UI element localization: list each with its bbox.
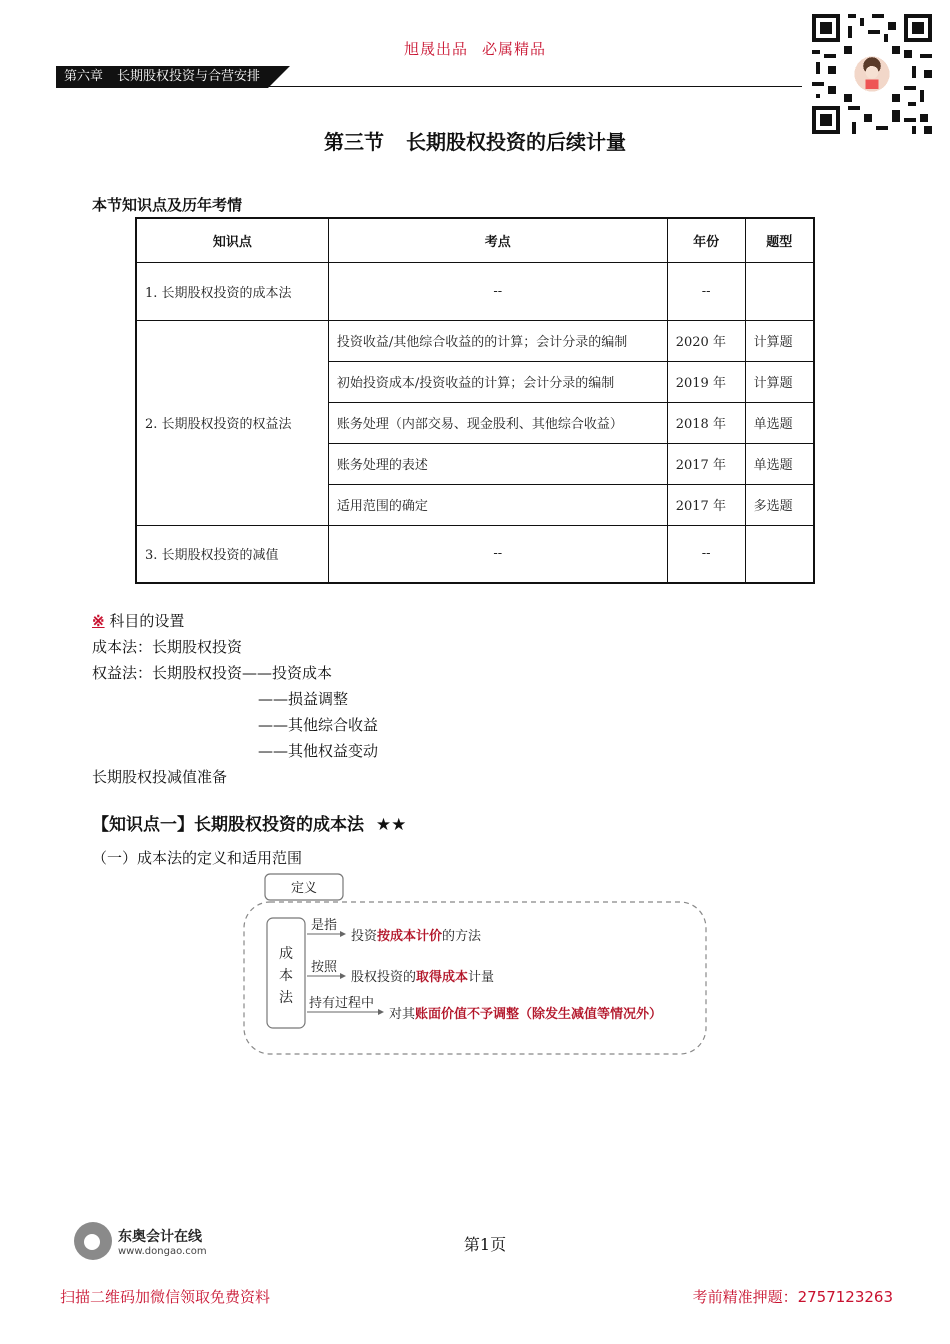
topic-cell: -- bbox=[328, 525, 667, 583]
topic-cell: -- bbox=[328, 262, 667, 320]
logo-name: 东奥会计在线 bbox=[118, 1228, 202, 1245]
year-cell: 2019 年 bbox=[667, 361, 745, 402]
table-row bbox=[136, 525, 814, 583]
table-row bbox=[136, 320, 814, 361]
row3-suffix: （除发生减值等情况外） bbox=[519, 1007, 663, 1022]
equity-sub-line: ——其他综合收益 bbox=[258, 716, 379, 734]
row1-suffix: 的方法 bbox=[442, 929, 482, 944]
section-name: 长期股权投资的后续计量 bbox=[406, 130, 626, 154]
year-cell: 2017 年 bbox=[667, 443, 745, 484]
definition-diagram bbox=[243, 872, 708, 1056]
topic-cell: 账务处理的表述 bbox=[328, 443, 667, 484]
section-title bbox=[0, 126, 950, 155]
table-header-row bbox=[136, 218, 814, 262]
type-cell bbox=[745, 262, 814, 320]
point-cell: 2. 长期股权投资的权益法 bbox=[136, 320, 328, 525]
box-char: 成 bbox=[279, 946, 293, 962]
row2-verb: 按照 bbox=[311, 960, 338, 975]
point-cell: 1. 长期股权投资的成本法 bbox=[136, 262, 328, 320]
row3-prefix: 对其 bbox=[389, 1007, 416, 1022]
knowledge-table bbox=[135, 217, 815, 584]
header-type: 题型 bbox=[745, 218, 814, 262]
box-char: 本 bbox=[279, 968, 293, 984]
year-cell: -- bbox=[667, 525, 745, 583]
row1-highlight: 按成本计价 bbox=[377, 929, 443, 944]
row3-verb: 持有过程中 bbox=[309, 996, 375, 1011]
logo-url: www.dongao.com bbox=[118, 1245, 207, 1257]
year-cell: 2018 年 bbox=[667, 402, 745, 443]
page-number: 第1页 bbox=[463, 1235, 507, 1254]
type-cell: 多选题 bbox=[745, 484, 814, 525]
svg-text:股权投资的取得成本计量 bbox=[351, 969, 494, 985]
type-cell: 计算题 bbox=[745, 361, 814, 402]
topic-cell: 投资收益/其他综合收益的的计算；会计分录的编制 bbox=[328, 320, 667, 361]
accounts-heading bbox=[92, 608, 184, 634]
table-caption: 本节知识点及历年考情 bbox=[92, 196, 243, 214]
topic-cell: 初始投资成本/投资收益的计算；会计分录的编制 bbox=[328, 361, 667, 402]
header-year: 年份 bbox=[667, 218, 745, 262]
subsection-heading: （一）成本法的定义和适用范围 bbox=[92, 849, 303, 867]
header-point: 知识点 bbox=[136, 218, 328, 262]
topic-cell: 适用范围的确定 bbox=[328, 484, 667, 525]
type-cell: 计算题 bbox=[745, 320, 814, 361]
box-char: 法 bbox=[279, 990, 293, 1006]
chapter-divider bbox=[56, 86, 802, 87]
knowledge-point-heading bbox=[92, 810, 406, 835]
qr-code-icon bbox=[808, 10, 936, 138]
equity-method-line: 权益法：长期股权投资——投资成本 bbox=[92, 664, 333, 682]
impairment-line: 长期股权投减值准备 bbox=[92, 768, 228, 786]
row2-suffix: 计量 bbox=[468, 970, 495, 985]
svg-text:投资按成本计价的方法 bbox=[351, 928, 482, 944]
chapter-title: 长期股权投资与合营安排 bbox=[117, 69, 261, 84]
row2-prefix: 股权投资的 bbox=[351, 970, 417, 985]
row2-highlight: 取得成本 bbox=[416, 970, 469, 985]
brand-left: 旭晟出品 bbox=[403, 40, 468, 58]
year-cell: -- bbox=[667, 262, 745, 320]
svg-text:对其账面价值不予调整（除发生减值等情况外） bbox=[389, 1006, 662, 1022]
type-cell: 单选题 bbox=[745, 443, 814, 484]
row3-highlight: 账面价值不予调整 bbox=[415, 1007, 520, 1022]
reference-mark: ※ bbox=[92, 612, 105, 630]
equity-sub-line: ——其他权益变动 bbox=[258, 742, 379, 760]
brand-right: 必属精品 bbox=[482, 40, 547, 58]
type-cell: 单选题 bbox=[745, 402, 814, 443]
knowledge-point-title: 【知识点一】长期股权投资的成本法 bbox=[92, 815, 364, 835]
chapter-label: 第六章 bbox=[64, 69, 104, 84]
star-rating: ★★ bbox=[375, 815, 407, 835]
chapter-bar bbox=[56, 66, 290, 88]
footer-promo-right: 考前精准押题：2757123263 bbox=[692, 1288, 893, 1306]
footer-promo-left: 扫描二维码加微信领取免费资料 bbox=[60, 1288, 271, 1306]
point-cell: 3. 长期股权投资的减值 bbox=[136, 525, 328, 583]
topic-cell: 账务处理（内部交易、现金股利、其他综合收益） bbox=[328, 402, 667, 443]
cost-method-line: 成本法：长期股权投资 bbox=[92, 638, 243, 656]
type-cell bbox=[745, 525, 814, 583]
year-cell: 2017 年 bbox=[667, 484, 745, 525]
equity-sub-line: ——损益调整 bbox=[258, 690, 349, 708]
definition-tag-label: 定义 bbox=[290, 881, 318, 896]
header-topic: 考点 bbox=[328, 218, 667, 262]
section-number: 第三节 bbox=[324, 130, 384, 154]
table-row bbox=[136, 262, 814, 320]
row1-prefix: 投资 bbox=[351, 929, 378, 944]
accounts-heading-text: 科目的设置 bbox=[109, 612, 185, 630]
year-cell: 2020 年 bbox=[667, 320, 745, 361]
row1-verb: 是指 bbox=[311, 918, 338, 933]
